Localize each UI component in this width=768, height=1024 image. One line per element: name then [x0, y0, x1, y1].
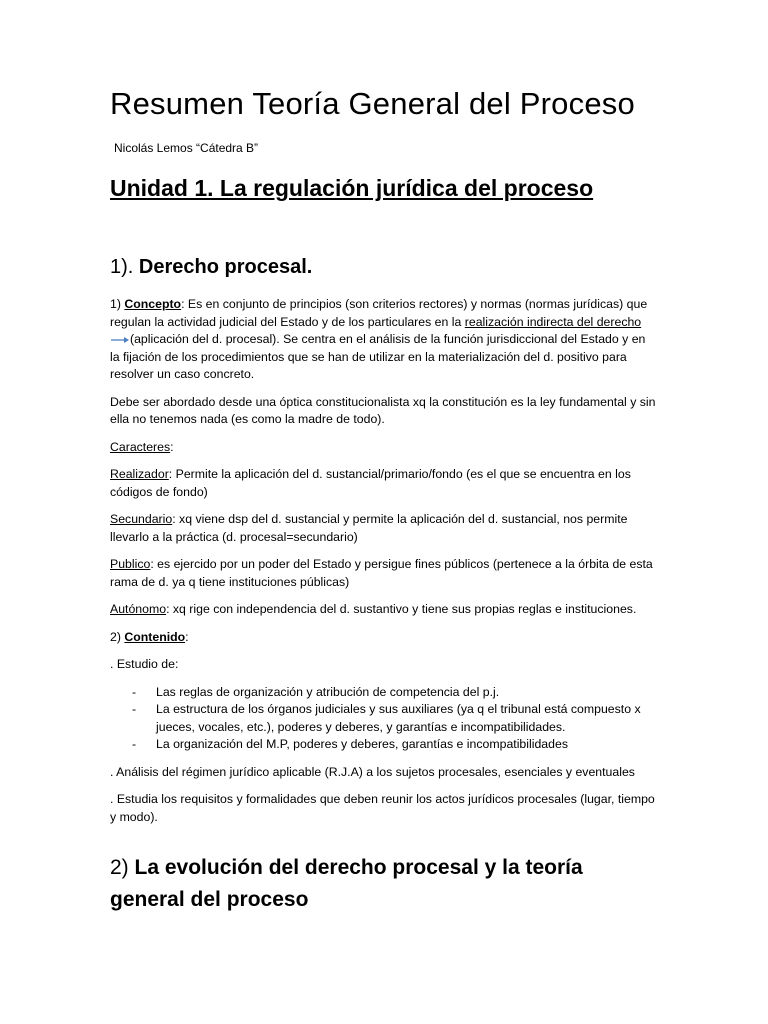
caracter-text: : xq rige con independencia del d. sustantivo y tiene sus propias reglas e instituciones.: [166, 602, 637, 616]
unit-heading: Unidad 1. La regulación jurídica del proceso: [110, 175, 594, 201]
caracter-term: Secundario: [110, 512, 173, 526]
concepto-text-b: (aplicación del d. procesal). Se centra en el análisis de la función jurisdiccional del Estado y en la fijación de los procedimientos que se han de utilizar en la materialización del d. positivo para resolver un caso concreto.: [110, 332, 646, 381]
caracter-text: : Permite la aplicación del d. sustancial/primario/fondo (es el que se encuentra en los códigos de fondo): [110, 467, 631, 499]
caracteres-label: Caracteres: [110, 439, 171, 454]
caracter-term: Publico: [110, 557, 151, 571]
contenido-label: Contenido: [124, 629, 186, 644]
analisis-paragraph: . Análisis del régimen jurídico aplicable (R.J.A) a los sujetos procesales, esenciales y eventuales: [110, 764, 635, 779]
list-item: - La estructura de los órganos judiciales y sus auxiliares (ya q el tribunal está compuesto x jueces, vocales, etc.), poderes y deberes, y garantías e incompatibilidades.: [132, 701, 658, 736]
list-item: - Las reglas de organización y atribución de competencia del p.j.: [132, 684, 658, 702]
contenido-list: [110, 684, 658, 754]
section-1-number: 1).: [110, 256, 134, 278]
caracter-term: Realizador: [110, 467, 169, 481]
caracter-term: Autónomo: [110, 602, 167, 616]
caracter-text: : es ejercido por un poder del Estado y persigue fines públicos (pertenece a la órbita de esta rama de d. ya q tiene instituciones públicas): [110, 557, 653, 589]
section-1-title: Derecho procesal.: [138, 256, 313, 278]
caracter-text: : xq viene dsp del d. sustancial y permite la aplicación del d. sustancial, nos permite llevarlo a la práctica (d. procesal=secundario): [110, 512, 628, 544]
section-2-number: 2): [110, 856, 135, 879]
concepto-underlined-term: realización indirecta del derecho: [464, 314, 642, 329]
requisitos-paragraph: . Estudia los requisitos y formalidades que deben reunir los actos jurídicos procesales (lugar, tiempo y modo).: [110, 792, 655, 824]
document-title: Resumen Teoría General del Proceso: [110, 86, 635, 121]
concepto-label: Concepto: [124, 297, 182, 311]
concepto-paragraph: [110, 296, 658, 384]
concepto-prefix: 1): [110, 297, 125, 311]
section-1-heading: [110, 256, 312, 279]
right-arrow-icon: [110, 335, 130, 345]
estudio-line: . Estudio de:: [110, 657, 179, 671]
concepto-text-a: : Es en conjunto de principios (son criterios rectores) y normas (normas jurídicas) que regulan la actividad judicial del Estado y de los particulares en la: [110, 297, 648, 329]
caracter-item: [110, 466, 658, 501]
constitucional-paragraph: Debe ser abordado desde una óptica constitucionalista xq la constitución es la ley fundamental y sin ella no tenemos nada (es como la madre de todo).: [110, 394, 656, 426]
section-1-body: [110, 296, 658, 836]
author-line: Nicolás Lemos “Cátedra B”: [114, 141, 259, 155]
section-2-title: La evolución del derecho procesal y la teoría general del proceso: [110, 856, 583, 911]
caracteres-heading: Caracteres:: [110, 439, 174, 454]
contenido-prefix: 2): [110, 629, 125, 644]
caracter-item: [110, 601, 658, 619]
contenido-heading: 2) Contenido:: [110, 629, 189, 644]
caracter-item: [110, 511, 658, 546]
caracter-item: [110, 556, 658, 591]
list-item: - La organización del M.P, poderes y deberes, garantías e incompatibilidades: [132, 736, 658, 754]
section-2-heading: [110, 852, 650, 916]
